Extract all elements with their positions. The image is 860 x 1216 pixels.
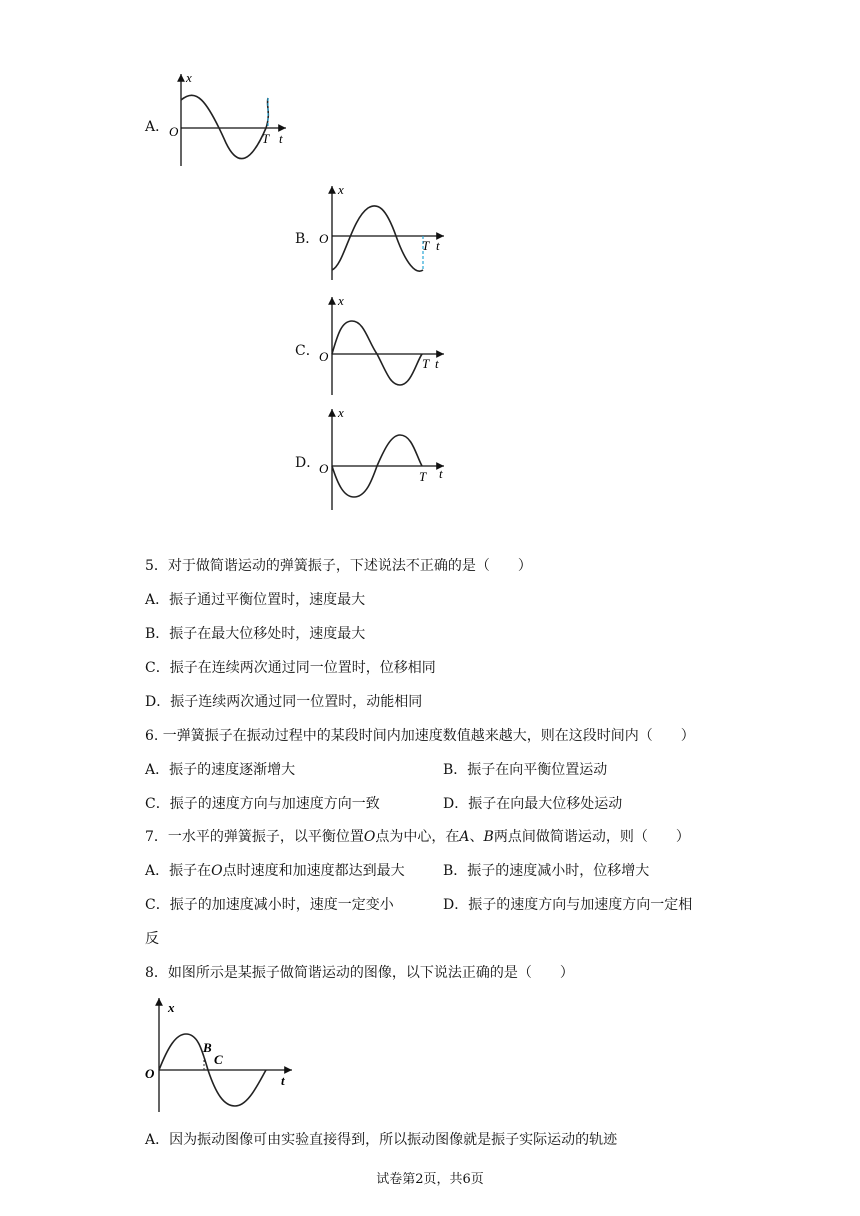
option-b-graph xyxy=(316,180,451,285)
origin-label: O xyxy=(319,461,329,476)
q8-option-a[interactable]: A．因为振动图像可由实验直接得到，所以振动图像就是振子实际运动的轨迹 xyxy=(145,1132,618,1148)
q7-stem-text: 点为中心，在 xyxy=(375,829,460,845)
origin-label: O xyxy=(169,124,179,139)
q6-option-d[interactable]: D．振子在向最大位移处运动 xyxy=(443,796,623,812)
t-label: t xyxy=(439,466,443,481)
x-label: x xyxy=(338,405,344,420)
option-d-graph xyxy=(316,405,451,513)
t-label-T: T xyxy=(422,356,430,371)
q7-stem-text: 7．一水平的弹簧振子，以平衡位置 xyxy=(145,829,364,845)
option-b-label[interactable]: B． xyxy=(295,231,320,247)
t-label: t xyxy=(436,238,440,253)
q7-stem-text: 、 xyxy=(469,829,484,845)
t-label-T: T xyxy=(262,131,270,146)
q6-option-a[interactable]: A．振子的速度逐渐增大 xyxy=(145,762,296,778)
q7-option-a[interactable] xyxy=(145,861,405,881)
q6-stem: 6. 一弹簧振子在振动过程中的某段时间内加速度数值越来越大，则在这段时间内（ ） xyxy=(145,728,695,744)
point-b-label: B xyxy=(203,1040,212,1055)
x-label: x xyxy=(168,1000,175,1015)
point-b: B xyxy=(483,829,494,845)
origin-label: O xyxy=(319,231,329,246)
point-o: O xyxy=(211,863,223,879)
t-label: t xyxy=(279,131,283,146)
option-d-label[interactable]: D． xyxy=(295,455,321,471)
origin-label: O xyxy=(145,1066,155,1081)
q7-stem-text: 两点间做简谐运动，则（ ） xyxy=(493,829,690,845)
t-label: t xyxy=(281,1073,285,1088)
origin-label: O xyxy=(319,349,329,364)
q8-stem: 8．如图所示是某振子做简谐运动的图像，以下说法正确的是（ ） xyxy=(145,965,574,981)
t-label-T: T xyxy=(419,469,427,484)
q7-stem xyxy=(145,827,690,847)
x-label: x xyxy=(186,70,192,85)
q7-option-b[interactable]: B．振子的速度减小时，位移增大 xyxy=(443,863,650,879)
q5-option-d[interactable]: D．振子连续两次通过同一位置时，动能相同 xyxy=(145,694,423,710)
q7-option-c[interactable]: C．振子的加速度减小时，速度一定变小 xyxy=(145,897,394,913)
q6-option-b[interactable]: B．振子在向平衡位置运动 xyxy=(443,762,608,778)
q6-option-c[interactable]: C．振子的速度方向与加速度方向一致 xyxy=(145,796,380,812)
option-c-label[interactable]: C． xyxy=(295,343,320,359)
q8-graph xyxy=(140,992,300,1117)
q5-stem: 5．对于做简谐运动的弹簧振子，下述说法不正确的是（ ） xyxy=(145,558,532,574)
q7-option-a-text: A．振子在 xyxy=(145,863,212,879)
q7-option-d-continued: 反 xyxy=(145,931,159,947)
point-c-label: C xyxy=(214,1052,223,1067)
q5-option-c[interactable]: C．振子在连续两次通过同一位置时，位移相同 xyxy=(145,660,436,676)
q7-option-d[interactable]: D．振子的速度方向与加速度方向一定相 xyxy=(443,897,693,913)
q5-option-b[interactable]: B．振子在最大位移处时，速度最大 xyxy=(145,626,366,642)
t-label-T: T xyxy=(422,238,430,253)
t-label: t xyxy=(435,356,439,371)
page-footer: 试卷第2页，共6页 xyxy=(376,1172,484,1187)
x-label: x xyxy=(338,293,344,308)
x-label: x xyxy=(338,182,344,197)
point-a: A xyxy=(459,829,470,845)
option-a-graph xyxy=(166,68,296,173)
option-c-graph xyxy=(316,293,451,398)
point-o: O xyxy=(363,829,376,845)
curve xyxy=(181,95,268,158)
q7-option-a-text: 点时速度和加速度都达到最大 xyxy=(222,863,405,879)
q5-option-a[interactable]: A．振子通过平衡位置时，速度最大 xyxy=(145,592,366,608)
option-a-label[interactable]: A． xyxy=(145,119,170,135)
